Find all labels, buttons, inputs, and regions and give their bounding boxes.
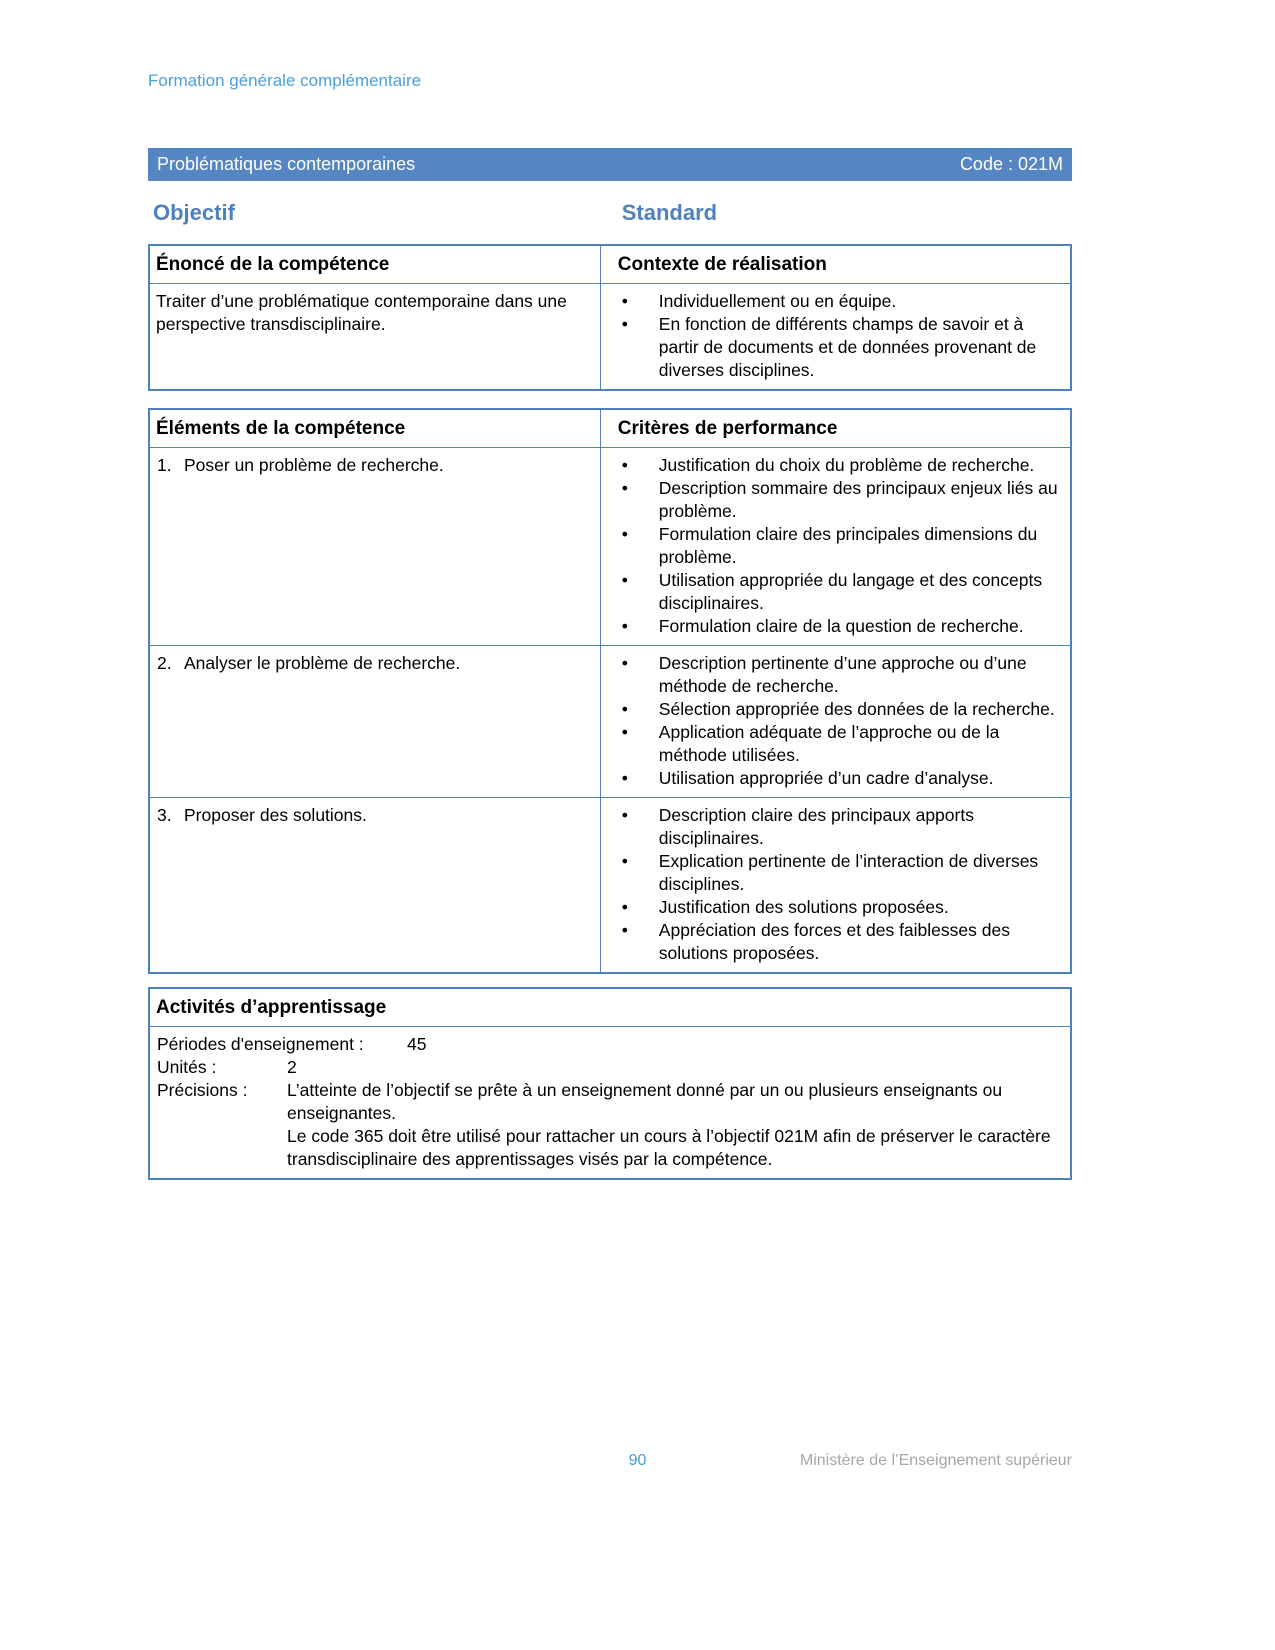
list-item <box>622 313 1062 382</box>
activities-header-row <box>150 989 1070 1026</box>
competence-table-body-row <box>150 283 1070 389</box>
precisions-label: Précisions : <box>157 1080 248 1100</box>
bullet-icon: • <box>621 524 628 544</box>
context-bullet-list <box>618 290 1062 382</box>
standard-heading: Standard <box>621 200 718 225</box>
list-item <box>622 767 1062 790</box>
element-label: Poser un problème de recherche. <box>184 455 444 475</box>
competence-statement: Traiter d’une problématique contemporaine dans une perspective transdisciplinaire. <box>156 291 567 334</box>
list-item <box>622 721 1062 767</box>
bullet-icon: • <box>621 699 628 719</box>
doc-section-label: Formation générale complémentaire <box>148 71 422 90</box>
bullet-text: Justification des solutions proposées. <box>658 897 949 917</box>
list-item <box>622 919 1062 965</box>
objectif-heading: Objectif <box>153 200 235 225</box>
bullet-icon: • <box>621 897 628 917</box>
list-item <box>622 698 1062 721</box>
ministry-label: Ministère de l’Enseignement supérieur <box>799 1452 1072 1469</box>
enonce-cell <box>150 284 601 389</box>
criteria-cell <box>601 798 1070 972</box>
bullet-icon: • <box>621 722 628 742</box>
table-row <box>150 447 1070 645</box>
unites-value: 2 <box>287 1057 297 1077</box>
bullet-icon: • <box>621 653 628 673</box>
activities-header-cell: Activités d’apprentissage <box>156 997 387 1018</box>
bullet-text: Description claire des principaux apports disciplinaires. <box>658 805 974 848</box>
bullet-icon: • <box>621 455 628 475</box>
bullet-icon: • <box>621 768 628 788</box>
elements-table-header-row <box>150 410 1070 447</box>
activities-body-cell <box>150 1027 1070 1178</box>
list-item <box>622 804 1062 850</box>
element-cell <box>150 448 601 645</box>
bullet-text: Utilisation appropriée du langage et des concepts disciplinaires. <box>658 570 1043 613</box>
section-titles <box>148 200 1072 226</box>
bullet-text: Application adéquate de l’approche ou de la méthode utilisées. <box>658 722 1000 765</box>
bullet-icon: • <box>621 478 628 498</box>
list-item <box>622 454 1062 477</box>
bullet-icon: • <box>621 570 628 590</box>
table-row <box>150 797 1070 972</box>
criteria-bullet-list <box>618 454 1062 638</box>
bullet-icon: • <box>621 314 628 334</box>
table-row <box>150 645 1070 797</box>
bullet-text: Description pertinente d’une approche ou d’une méthode de recherche. <box>658 653 1027 696</box>
competence-table <box>148 244 1072 391</box>
criteres-header-cell: Critères de performance <box>617 418 838 439</box>
precisions-row <box>156 1079 1062 1171</box>
activities-body-row <box>150 1026 1070 1178</box>
precisions-text <box>287 1079 1062 1171</box>
contexte-header-cell: Contexte de réalisation <box>617 254 827 275</box>
precisions-paragraph: Le code 365 doit être utilisé pour rattacher un cours à l’objectif 021M afin de préserver le caractère transdisciplinaire des apprentissages visés par la compétence. <box>287 1126 1051 1169</box>
periodes-value: 45 <box>407 1034 427 1054</box>
element-number: 2. <box>157 653 172 673</box>
element-cell <box>150 798 601 972</box>
bullet-icon: • <box>621 291 628 311</box>
enonce-header-cell: Énoncé de la compétence <box>150 246 601 283</box>
bullet-text: Utilisation appropriée d’un cadre d’analyse. <box>658 768 994 788</box>
bullet-text: Individuellement ou en équipe. <box>658 291 897 311</box>
bullet-text: Description sommaire des principaux enjeux liés au problème. <box>658 478 1058 521</box>
periodes-row <box>156 1033 1062 1056</box>
bullet-text: Justification du choix du problème de recherche. <box>658 455 1035 475</box>
element-label: Analyser le problème de recherche. <box>184 653 461 673</box>
element-item <box>156 652 592 675</box>
list-item <box>622 615 1062 638</box>
bullet-icon: • <box>621 616 628 636</box>
competence-table-header-row <box>150 246 1070 283</box>
course-title: Problématiques contemporaines <box>157 154 416 174</box>
page-number: 90 <box>628 1452 647 1469</box>
element-item <box>156 454 592 477</box>
criteria-bullet-list <box>618 804 1062 965</box>
element-number: 1. <box>157 455 172 475</box>
elements-table <box>148 408 1072 974</box>
periodes-label: Périodes d'enseignement : <box>157 1034 364 1054</box>
list-item <box>622 896 1062 919</box>
unites-row <box>156 1056 1062 1079</box>
list-item <box>622 569 1062 615</box>
bullet-text: Sélection appropriée des données de la recherche. <box>658 699 1055 719</box>
list-item <box>622 477 1062 523</box>
course-code: Code : 021M <box>959 154 1063 174</box>
bullet-text: Explication pertinente de l’interaction de diverses disciplines. <box>658 851 1039 894</box>
bullet-icon: • <box>621 805 628 825</box>
bullet-text: Formulation claire des principales dimensions du problème. <box>658 524 1038 567</box>
criteria-bullet-list <box>618 652 1062 790</box>
list-item <box>622 290 1062 313</box>
element-label: Proposer des solutions. <box>184 805 367 825</box>
page-footer <box>0 1452 1275 1476</box>
list-item <box>622 850 1062 896</box>
element-cell <box>150 646 601 797</box>
course-banner <box>148 148 1072 181</box>
criteria-cell <box>601 448 1070 645</box>
contexte-cell <box>601 284 1070 389</box>
precisions-paragraph: L’atteinte de l’objectif se prête à un enseignement donné par un ou plusieurs enseignants ou enseignantes. <box>287 1080 1003 1123</box>
bullet-text: En fonction de différents champs de savoir et à partir de documents et de données provenant de diverses disciplines. <box>658 314 1037 380</box>
bullet-text: Formulation claire de la question de recherche. <box>658 616 1024 636</box>
elements-header-cell: Éléments de la compétence <box>150 410 601 447</box>
bullet-text: Appréciation des forces et des faiblesses des solutions proposées. <box>658 920 1010 963</box>
activities-table <box>148 987 1072 1180</box>
list-item <box>622 652 1062 698</box>
element-number: 3. <box>157 805 172 825</box>
criteria-cell <box>601 646 1070 797</box>
unites-label: Unités : <box>157 1057 217 1077</box>
bullet-icon: • <box>621 851 628 871</box>
list-item <box>622 523 1062 569</box>
element-item <box>156 804 592 827</box>
bullet-icon: • <box>621 920 628 940</box>
